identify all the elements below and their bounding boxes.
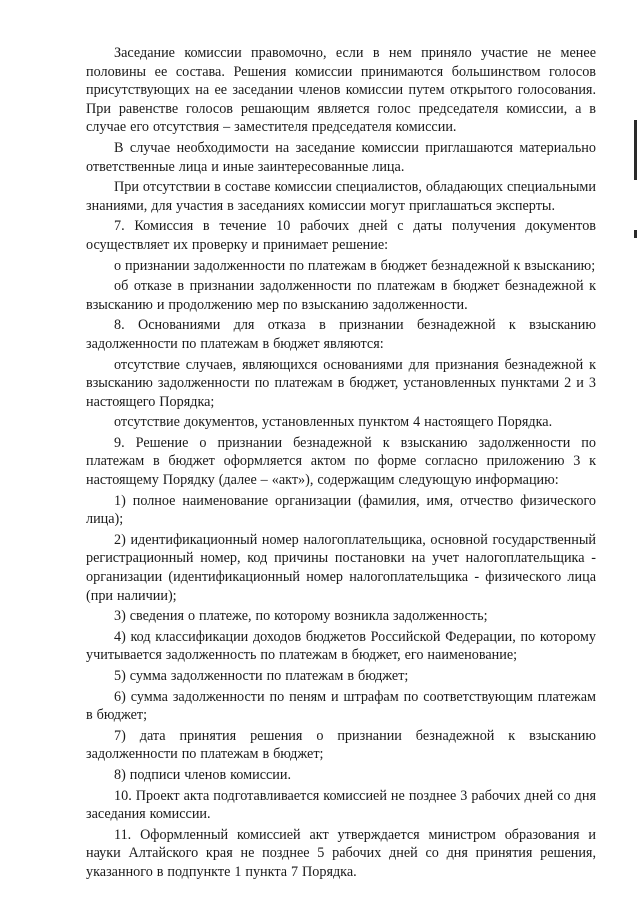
paragraph: о признании задолженности по платежам в бюджет безнадежной к взысканию;	[114, 257, 596, 274]
paragraph: об отказе в признании задолженности по платежам в бюджет безнадежной к взысканию и продолжению мер по взысканию задолженности.	[86, 278, 596, 313]
paragraph: отсутствие документов, установленных пунктом 4 настоящего Порядка.	[114, 414, 553, 431]
paragraph: 9. Решение о признании безнадежной к взысканию задолженности по платежам в бюджет оформляется актом по форме согласно приложению 3 к настоящему Порядку (далее – «акт»), содержащим следующую информацию:	[86, 434, 596, 489]
scan-edge-mark	[634, 230, 637, 238]
paragraph: 2) идентификационный номер налогоплательщика, основной государственный регистрационный номер, код причины постановки на учет налогоплательщика - организации (идентификационный номер налогоплательщика - физического лица (при наличии);	[86, 531, 596, 604]
paragraph: 8. Основаниями для отказа в признании безнадежной к взысканию задолженности по платежам в бюджет являются:	[86, 317, 596, 352]
paragraph: 11. Оформленный комиссией акт утверждается министром образования и науки Алтайского края не позднее 5 рабочих дней со дня принятия решения, указанного в подпункте 1 пункта 7 Порядка.	[86, 826, 596, 880]
paragraph: 5) сумма задолженности по платежам в бюджет;	[114, 668, 409, 684]
paragraph: В случае необходимости на заседание комиссии приглашаются материально ответственные лица и иные заинтересованные лица.	[86, 139, 596, 175]
paragraph: 10. Проект акта подготавливается комиссией не позднее 3 рабочих дней со дня заседания комиссии.	[86, 787, 596, 823]
paragraph: 8) подписи членов комиссии.	[114, 766, 292, 783]
paragraph: 7. Комиссия в течение 10 рабочих дней с даты получения документов осуществляет их проверку и принимает решение:	[86, 218, 596, 253]
paragraph: 7) дата принятия решения о признании безнадежной к взысканию задолженности по платежам в бюджет;	[86, 727, 596, 763]
paragraph: 4) код классификации доходов бюджетов Российской Федерации, по которому учитывается задолженность по платежам в бюджет, его наименование;	[86, 628, 596, 664]
paragraph: 1) полное наименование организации (фамилия, имя, отчество физического лица);	[86, 492, 596, 528]
document-body	[86, 44, 596, 884]
scan-edge-mark	[634, 120, 637, 180]
paragraph: Заседание комиссии правомочно, если в нем приняло участие не менее половины ее состава. Решения комиссии принимаются большинством голосов присутствующих на ее заседании членов комиссии путем открытого голосования. При равенстве голосов решающим является голос председателя комиссии, а в случае его отсутствия – заместителя председателя комиссии.	[86, 45, 596, 136]
paragraph: отсутствие случаев, являющихся основаниями для признания безнадежной к взысканию задолженности по платежам в бюджет, установленных пунктами 2 и 3 настоящего Порядка;	[86, 356, 596, 410]
paragraph: 6) сумма задолженности по пеням и штрафам по соответствующим платежам в бюджет;	[86, 688, 596, 724]
paragraph: 3) сведения о платеже, по которому возникла задолженность;	[114, 608, 488, 625]
paragraph: При отсутствии в составе комиссии специалистов, обладающих специальными знаниями, для участия в заседаниях комиссии могут приглашаться эксперты.	[86, 179, 596, 214]
